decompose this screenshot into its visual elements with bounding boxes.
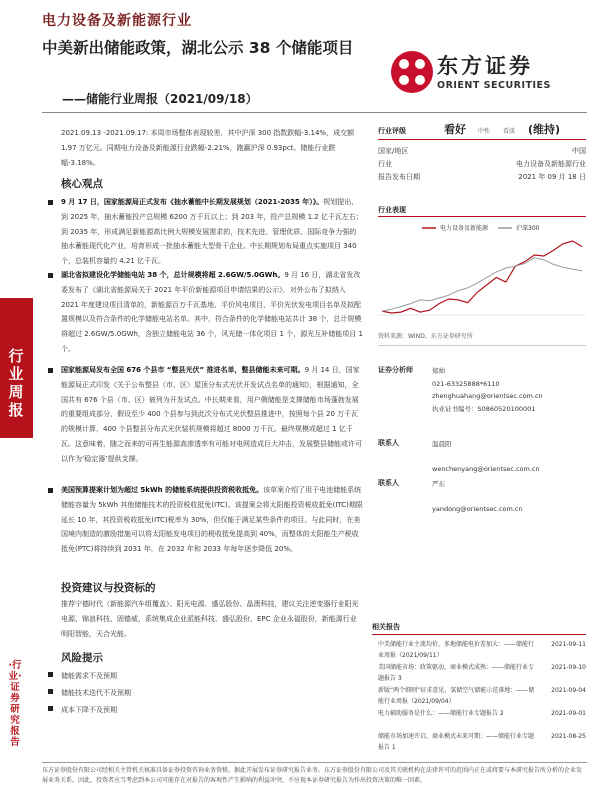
risk-heading: 风险提示 <box>61 652 103 664</box>
related-date: 2021-09-01 <box>551 710 586 717</box>
sidebar-note: ·行业·证券研究报告 <box>8 660 22 748</box>
related-date: 2021-09-04 <box>551 687 586 694</box>
invest-paragraph: 推荐宁德时代（新能源汽车组覆盖）、阳光电源、盛弘股份、晶澳科技，建议关注逆变器行业阳光电源、锦浪科技、固德威，系统集成企业派能科技、盛弘股份，EPC 企业永福股份，新能源行业明阳智能，天合光能。 <box>61 600 359 638</box>
bullet-bold: 美国预算提案计划为超过 5kWh 的储能系统提供投资税收抵免。 <box>61 486 264 494</box>
contact-role: 联系人 <box>378 479 399 487</box>
series-line-2 <box>382 258 582 311</box>
related-date: 2021-09-11 <box>551 641 586 648</box>
analyst-name: 郑帅 <box>432 367 445 375</box>
related-title[interactable]: 储能市场加速开启，商业模式未来可期：——储能行业专题报告 1 <box>378 733 535 751</box>
rating-key: 国家/地区 <box>378 147 409 155</box>
related-date: 2021-08-25 <box>551 733 586 740</box>
related-title[interactable]: 新版“两个细则”征求意见，氢储空气储能示范落地：——储能行业周报（2021/09/04） <box>378 687 535 705</box>
related-item[interactable] <box>378 663 586 684</box>
related-heading: 相关报告 <box>372 622 586 635</box>
logo-english: ORIENT SECURITIES <box>437 80 551 91</box>
rating-val: 中国 <box>572 147 586 155</box>
chart-source: 资料来源：WIND、东方证券研究所 <box>378 333 473 340</box>
bullet-item <box>48 363 363 467</box>
core-heading: 核心观点 <box>61 178 103 190</box>
performance-chart <box>378 217 586 327</box>
analyst-phone: 021-63325888*6110 <box>432 379 500 388</box>
analyst-role: 证券分析师 <box>378 366 413 374</box>
related-item[interactable] <box>378 709 586 720</box>
bullet-item <box>48 268 363 357</box>
spacer <box>432 451 540 464</box>
bullet-dot <box>48 672 53 677</box>
risk-text: 储能需求不及预期 <box>61 672 117 680</box>
contact-email[interactable]: yandong@orientsec.com.cn <box>432 505 523 513</box>
rating-row <box>378 159 586 172</box>
bullet-bold: 湖北省拟建设化学储能电站 38 个，总计规模将超 2.6GW/5.0GWh。 <box>61 271 285 279</box>
rating-row <box>378 146 586 159</box>
bullet-bold: 国家能源局发布全国 676 个县市 “整县光伏” 推进名单，整县储能未来可期。 <box>61 366 305 374</box>
rating-bearish: 看淡 <box>503 128 516 135</box>
bullet-bold: 9 月 17 日，国家能源局正式发布《抽水蓄能中长期发展规划（2021-2035 年）》。 <box>61 198 324 206</box>
logo-name: 东方证券 <box>437 54 533 78</box>
bullet-dot <box>48 273 53 278</box>
bullet-text: 9 月 16 日，湖北省发改委发布了《湖北省能源局关于 2021 年平价新能源项目申请结果的公示》，对外公布了拟纳入 2021 年度建设项目清单的，新能源百万千瓦基地、平价风电项目、平价光伏发电项目名单及拟配置规模以及符合条件的化学储能电站名单。其中，符合条件的化学储能电站共计 38 个，总计规模将超过 2.6GW/5.0GWh，含独立储能电站 36 个，风光储一体化项目 1 个，源光互补储能项目 1 个。 <box>61 271 363 353</box>
contact-name: 严东 <box>432 480 445 488</box>
contact-info <box>432 478 523 516</box>
bullet-item <box>48 195 363 269</box>
rating-val: 2021 年 09 月 18 日 <box>518 173 586 181</box>
bullet-dot <box>48 689 53 694</box>
rating-keep: (维持) <box>528 123 561 136</box>
invest-heading: 投资建议与投资标的 <box>61 582 156 594</box>
contact-role: 联系人 <box>378 439 399 447</box>
rating-val: 电力设备及新能源行业 <box>516 160 586 168</box>
related-title[interactable]: 美国储能市场：政策驱动，商业模式成熟：——储能行业专题报告 3 <box>378 664 535 682</box>
spacer <box>432 491 523 504</box>
rating-row <box>378 172 586 185</box>
contact-info <box>432 438 540 476</box>
risk-text: 成本下降不及预期 <box>61 706 117 714</box>
rating-header <box>378 118 586 140</box>
series-line-1 <box>382 241 582 313</box>
intro-paragraph: 2021.09.13 -2021.09.17: 本周市场整体表现较差，其中沪深 300 指数跌幅-3.14%，成交额 1.97 万亿元。同期电力设备及新能源行业跌幅-2.21%，跑赢沪深 0.93pct。储能行业跌幅-3.18%。 <box>61 129 355 167</box>
bullet-dot <box>48 488 53 493</box>
risk-item <box>48 703 117 717</box>
bullet-text: 该草案介绍了用于电池储能系统储能容量为 5kWh 其他储能技术的投资税收抵免(ITC)。该提案会将太阳能投资税收抵免(ITC)期限延长 10 年，其投资税收抵免(ITC)税率为 30%，但仅能于满足某些条件的项目。与此同时，在美国境内制造的激励措施可以将太阳能发电项目的税收抵免提高到 40%，而整体的太阳能生产税收抵免(PTC)将持续到 2031 年，在 2032 年和 2033 年每年逐步降低 20%。 <box>61 486 363 554</box>
series-layer <box>382 241 582 313</box>
rating-table <box>378 146 586 185</box>
bullet-item <box>48 483 363 557</box>
chart-divider <box>378 345 586 346</box>
bullet-text: 9 月 14 日，国家能源局正式印发《关于公布整县（市、区）屋顶分布式光伏开发试点名单的通知》，根据通知，全国共有 676 个县（市、区）被列为开发试点。中长期来看，用户侧储能是支撑储能市场蓬勃发展的重要组成部分，假设至少 400 个县参与到此次分布式光伏整县推进中，按照每个县 20 万千瓦的规模计算，400 个县整县分布式光伏装机规模将超过 8000 万千瓦。最终规模或超过 1 亿千瓦。这意味着，随之而来的可再生能源高渗透率有可能对电网造成巨大冲击，发展整县储能或许可以作为‘稳定器’提供支撑。 <box>61 366 362 463</box>
bullet-dot <box>48 200 53 205</box>
footer-divider <box>42 762 587 763</box>
contact-name: 温晨阳 <box>432 440 452 448</box>
bullet-text: 规划提出，到 2025 年，抽水蓄能投产总规模 6200 万千瓦以上；到 203 年，投产总规模 1.2 亿千瓦左右；到 2035 年，形成满足新能源高比例大规模发展需求的，技术先进、管理优质、国际竞争力强的抽水蓄能现代化产业，培育形成一批抽水蓄能大型骨干企业。中长期规划布局重点实施项目 340 个，总装机容量约 4.21 亿千瓦。 <box>61 198 363 266</box>
bullet-dot <box>48 706 53 711</box>
rating-value: 看好 <box>444 123 466 136</box>
contact-email[interactable]: wenchenyang@orientsec.com.cn <box>432 465 540 473</box>
related-title[interactable]: 中美储能行业主流均价，多地储能电价差加大：——储能行业周报（2021/09/11） <box>378 641 535 659</box>
analyst-email[interactable]: zhenghuahang@orientsec.com.cn <box>432 392 543 400</box>
rating-neutral: 中性 <box>478 128 491 135</box>
related-item[interactable] <box>378 732 586 753</box>
related-date: 2021-09-10 <box>551 664 586 671</box>
bullet-dot <box>48 368 53 373</box>
industry-label: 电力设备及新能源行业 <box>42 13 192 29</box>
rating-key: 行业 <box>378 160 392 168</box>
related-title[interactable]: 电力辅助服务是什么：——储能行业专题报告 2 <box>378 710 504 717</box>
analyst-cert: 执业证书编号：S0860520100001 <box>432 404 536 413</box>
legend-label-1: 电力设备及新能源 <box>440 225 489 232</box>
related-item[interactable] <box>378 640 586 661</box>
footer-disclaimer: 东方证券股份有限公司经相关主管机关核准具备证券投资咨询业务资格，据此开展发布证券研究报告业务。东方证券股份有限公司及其关联机构在法律许可的范围内正在或将要与本研究报告所分析的企业发展业务关系。因此，投资者应当考虑到本公司可能存在对报告的客观性产生影响的利益冲突，不应视本证券研究报告为作出投资决策的唯一因素。 <box>42 767 583 784</box>
risk-item <box>48 686 131 700</box>
header-divider <box>42 112 587 113</box>
sidebar-label: 行业周报 <box>8 347 24 419</box>
chart-heading: 行业表现 <box>378 205 586 217</box>
report-title: 中美新出储能政策，湖北公示 38 个储能项目 <box>42 39 354 57</box>
rating-key: 报告发布日期 <box>378 173 420 181</box>
rating-label: 行业评级 <box>378 127 406 135</box>
related-item[interactable] <box>378 686 586 707</box>
risk-text: 储能技术迭代不及预期 <box>61 689 131 697</box>
risk-item <box>48 669 117 683</box>
legend-label-2: 沪深300 <box>516 225 540 232</box>
report-subtitle: ——储能行业周报（2021/09/18） <box>62 92 258 106</box>
analyst-info <box>432 365 543 415</box>
